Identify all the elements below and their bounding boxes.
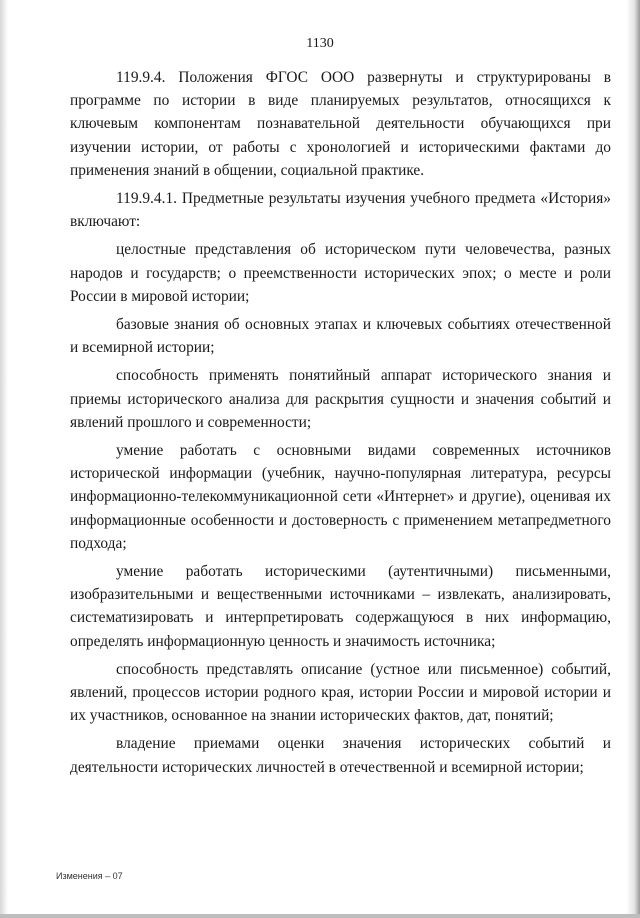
list-item-authentic-sources: умение работать историческими (аутентичными) письменными, изобразительными и вещественными источниками – извлекать, анализировать, систематизировать и интерпретировать содержащуюся в них информацию, определять информационную ценность и значимость источника;	[70, 563, 611, 650]
scan-edge-right	[626, 0, 640, 918]
list-item-description-ability: способность представлять описание (устное или письменное) событий, явлений, процессов истории родного края, истории России и мировой истории и их участников, основанное на знании исторических фактов, дат, понятий;	[70, 660, 611, 725]
paragraph-119-9-4: 119.9.4. Положения ФГОС ООО развернуты и структурированы в программе по истории в виде планируемых результатов, относящихся к ключевым компонентам познавательной деятельности обучающихся при изучении истории, от работы с хронологией и историческими фактами до применения знаний в общении, социальной практике.	[70, 69, 611, 179]
page-number: 1130	[306, 36, 334, 51]
list-item-basic-knowledge: базовые знания об основных этапах и ключевых событиях отечественной и всемирной истории;	[70, 316, 611, 357]
scan-edge-bottom	[0, 914, 640, 918]
scan-edge-left	[0, 0, 8, 918]
document-body	[70, 66, 611, 784]
paragraph-119-9-4-1: 119.9.4.1. Предметные результаты изучения учебного предмета «История» включают:	[70, 190, 611, 231]
footer-changes-note: Изменения – 07	[56, 871, 123, 881]
list-item-evaluation-methods: владение приемами оценки значения исторических событий и деятельности исторических личностей в отечественной и всемирной истории;	[70, 735, 611, 776]
list-item-holistic-views: целостные представления об историческом пути человечества, разных народов и государств; о преемственности исторических эпох; о месте и роли России в мировой истории;	[70, 241, 611, 305]
list-item-modern-sources: умение работать с основными видами современных источников исторической информации (учебник, научно-популярная литература, ресурсы информационно-телекоммуникационной сети «Интернет» и другие), оценивая их информационные особенности и достоверность с применением метапредметного подхода;	[70, 442, 611, 552]
list-item-conceptual-apparatus: способность применять понятийный аппарат исторического знания и приемы исторического анализа для раскрытия сущности и значения событий и явлений прошлого и современности;	[70, 367, 611, 431]
